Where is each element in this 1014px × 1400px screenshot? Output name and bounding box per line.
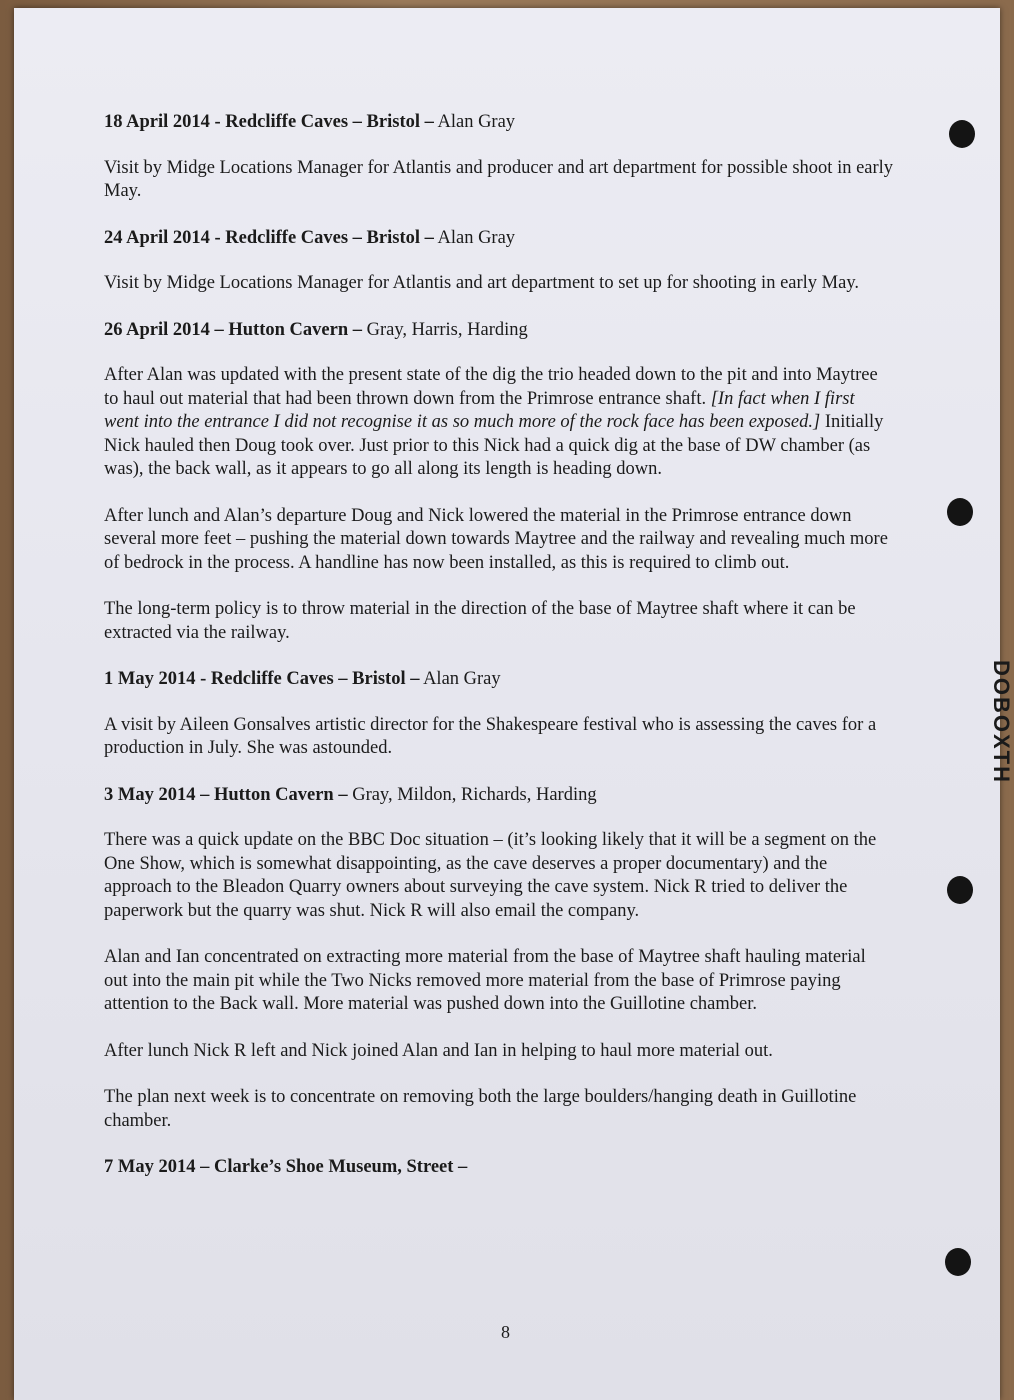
entry-heading xyxy=(104,784,894,808)
entry-paragraph: Visit by Midge Locations Manager for Atlantis and producer and art department for possible shoot in early May. xyxy=(104,157,894,201)
entry-people: Alan Gray xyxy=(419,669,501,689)
entry-paragraph: A visit by Aileen Gonsalves artistic director for the Shakespeare festival who is assessing the caves for a production in July. She was astounded. xyxy=(104,714,877,758)
box-lettering-text: DOBOXTH xyxy=(989,660,1014,784)
page-number: 8 xyxy=(501,1322,510,1342)
punch-hole xyxy=(947,876,973,904)
italic-note: [In fact when I first went into the entrance I did not recognise it as so much more of the rock face has been exposed.] xyxy=(104,388,855,432)
log-entries xyxy=(104,100,894,1202)
paragraph-text: After Alan was updated with the present state of the dig the trio headed down to the pit and into Maytree to haul out material that had been thrown down from the Primrose entrance shaft. xyxy=(104,365,878,409)
log-entry xyxy=(104,319,894,646)
log-entry xyxy=(104,784,894,1134)
entry-date-place: 18 April 2014 - Redcliffe Caves – Bristol – xyxy=(104,112,434,132)
entry-paragraph: Visit by Midge Locations Manager for Atlantis and art department to set up for shooting in early May. xyxy=(104,273,859,293)
log-entry xyxy=(104,668,894,761)
punch-hole xyxy=(949,120,975,148)
entry-heading xyxy=(104,111,894,135)
entry-people: Alan Gray xyxy=(433,112,516,132)
entry-heading xyxy=(104,1156,894,1180)
entry-heading xyxy=(104,227,894,251)
entry-paragraph: After lunch and Alan’s departure Doug and Nick lowered the material in the Primrose entrance down several more feet – pushing the material down towards Maytree and the railway and revealing much more of bedrock in the process. A handline has now been installed, as this is required to climb out. xyxy=(104,505,888,573)
entry-paragraph: There was a quick update on the BBC Doc situation – (it’s looking likely that it will be a segment on the One Show, which is somewhat disappointing, as the cave deserves a proper documentary) and the approach to the Bleadon Quarry owners about surveying the cave system. Nick R tried to deliver the paperwork but the quarry was shut. Nick R will also email the company. xyxy=(104,830,877,921)
entry-date-place: 26 April 2014 – Hutton Cavern – xyxy=(104,319,362,340)
entry-date-place: 7 May 2014 – Clarke’s Shoe Museum, Street – xyxy=(104,1157,468,1177)
entry-people: Gray, Mildon, Richards, Harding xyxy=(347,784,597,805)
entry-heading xyxy=(104,668,894,692)
entry-people: Gray, Harris, Harding xyxy=(361,319,528,340)
paragraph-text: Initially Nick hauled then Doug took over. Just prior to this Nick had a quick dig at the base of DW chamber (as was), the back wall, as it appears to go all along its length is heading down. xyxy=(104,412,884,479)
entry-paragraph: The plan next week is to concentrate on removing both the large boulders/hanging death in Guillotine chamber. xyxy=(104,1087,857,1131)
background-box-lettering xyxy=(989,660,1014,860)
log-entry xyxy=(104,1156,894,1180)
entry-paragraph xyxy=(104,364,894,482)
entry-people: Alan Gray xyxy=(433,227,516,248)
punch-hole xyxy=(945,1248,971,1276)
entry-date-place: 3 May 2014 – Hutton Cavern – xyxy=(104,784,348,805)
entry-paragraph: The long-term policy is to throw material in the direction of the base of Maytree shaft where it can be extracted via the railway. xyxy=(104,599,856,643)
entry-paragraph: After lunch Nick R left and Nick joined Alan and Ian in helping to haul more material out. xyxy=(104,1040,773,1061)
entry-paragraph: Alan and Ian concentrated on extracting more material from the base of Maytree shaft hauling material out into the main pit while the Two Nicks removed more material from the base of Primrose paying attention to the Back wall. More material was pushed down into the Guillotine chamber. xyxy=(104,947,866,1014)
log-entry xyxy=(104,111,894,204)
punch-hole xyxy=(947,498,973,526)
log-entry xyxy=(104,227,894,296)
entry-heading xyxy=(104,319,894,343)
entry-date-place: 1 May 2014 - Redcliffe Caves – Bristol – xyxy=(104,669,420,689)
entry-date-place: 24 April 2014 - Redcliffe Caves – Bristol – xyxy=(104,227,434,248)
